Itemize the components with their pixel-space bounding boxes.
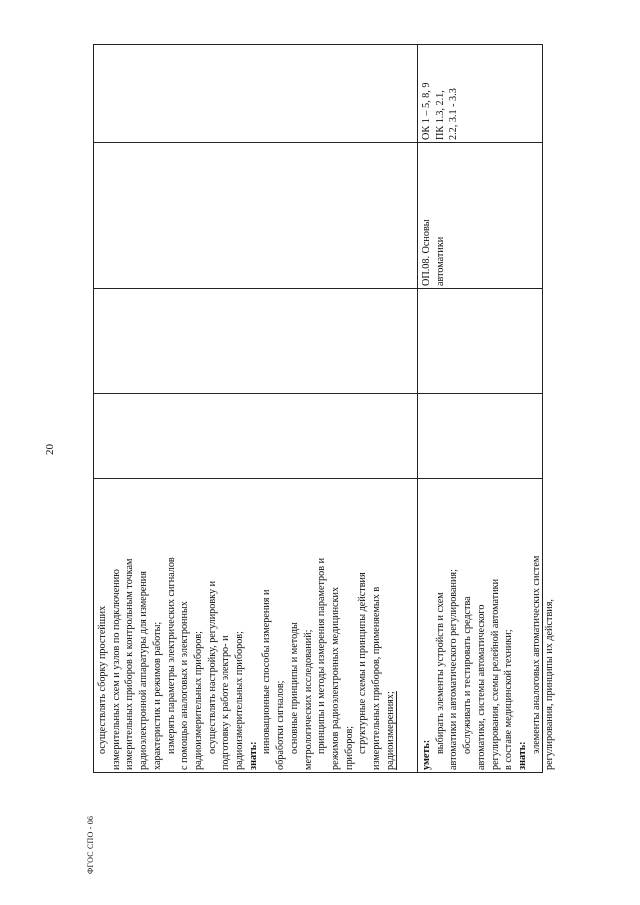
competency-text-line: режимов радиоэлектронных медицинских [329,586,341,770]
page-number: 20 [44,444,56,455]
competency-text-line: подготовку к работе электро- и [220,635,232,770]
competency-text-line: метрологических исследований; [302,629,314,770]
skills-text-line: автоматики и автоматического регулирования; [448,569,460,770]
competency-text-line: измерительных приборов к контрольным точкам [124,558,136,770]
competency-text-line: знать: [247,741,259,770]
skills-text-line: в составе медицинской техники; [503,629,515,770]
competency-text-line: осуществлять сборку простейших [97,605,108,754]
skills-text-line: обслуживать и тестировать средства [462,596,474,754]
page-footer: ФГОС СПО - 06 [86,815,95,874]
skills-text-line: выбирать элементы устройств и схем [434,592,446,754]
competency-text-line: радиоизмерительных приборов; [234,631,246,770]
skills-text-line: уметь: [421,739,432,770]
skills-text-line: регулирования, схемы релейной автоматики [489,578,501,770]
competency-text-block [96,480,397,770]
discipline-skills-text [420,480,557,770]
competency-text-line: осуществлять настройку, регулировку и [206,580,218,754]
competency-text-line: радиоизмерительных приборов; [192,631,204,770]
competency-code-line: ОК 1 – 5, 8, 9 [421,82,432,140]
skills-text-line: регулирования, принципы их действия, [544,599,556,770]
discipline-name-line: автоматики [434,236,446,286]
competency-text-line: приборов; [343,725,355,770]
competency-text-line: обработки сигналов; [275,680,287,770]
competency-codes [420,45,461,140]
competency-text-line: радиоизмерениях; [384,691,396,770]
competency-code-line: ПК 1.3, 2.1, [434,90,446,140]
competency-text-line: радиоэлектронной аппаратуры для измерения [138,571,150,770]
table-left-border [93,44,94,773]
column-divider-1 [93,142,543,143]
competency-text-line: измерительных схем и узлов по подключению [110,569,122,770]
competency-text-line: измерять параметры электрических сигналов [165,557,177,754]
column-divider-2 [93,288,543,289]
skills-text-line: знать: [516,741,528,770]
skills-text-line: элементы аналоговых автоматических систем [530,555,542,754]
competency-text-line: характеристик и режимов работы; [151,621,163,770]
competency-text-line: структурные схемы и принципы действия [357,572,369,754]
competency-text-line: с помощью аналоговых и электронных [179,601,191,770]
column-divider-4 [93,478,543,479]
discipline-name-line: ОП.08. Основы [421,219,432,286]
competency-text-line: принципы и методы измерения параметров и [316,557,328,754]
row-divider [417,44,418,773]
competency-text-line: измерительных приборов, применяемых в [371,586,383,770]
table-bottom-border [93,772,543,773]
competency-text-line: инновационные способы измерения и [261,589,273,754]
competency-code-line: 2.2, 3.1 - 3.3 [448,88,460,140]
skills-text-line: автоматики, системы автоматического [475,604,487,770]
competency-text-line: основные принципы и методы [288,622,300,754]
discipline-name [420,146,447,286]
column-divider-3 [93,393,543,394]
table-top-border [93,44,543,45]
